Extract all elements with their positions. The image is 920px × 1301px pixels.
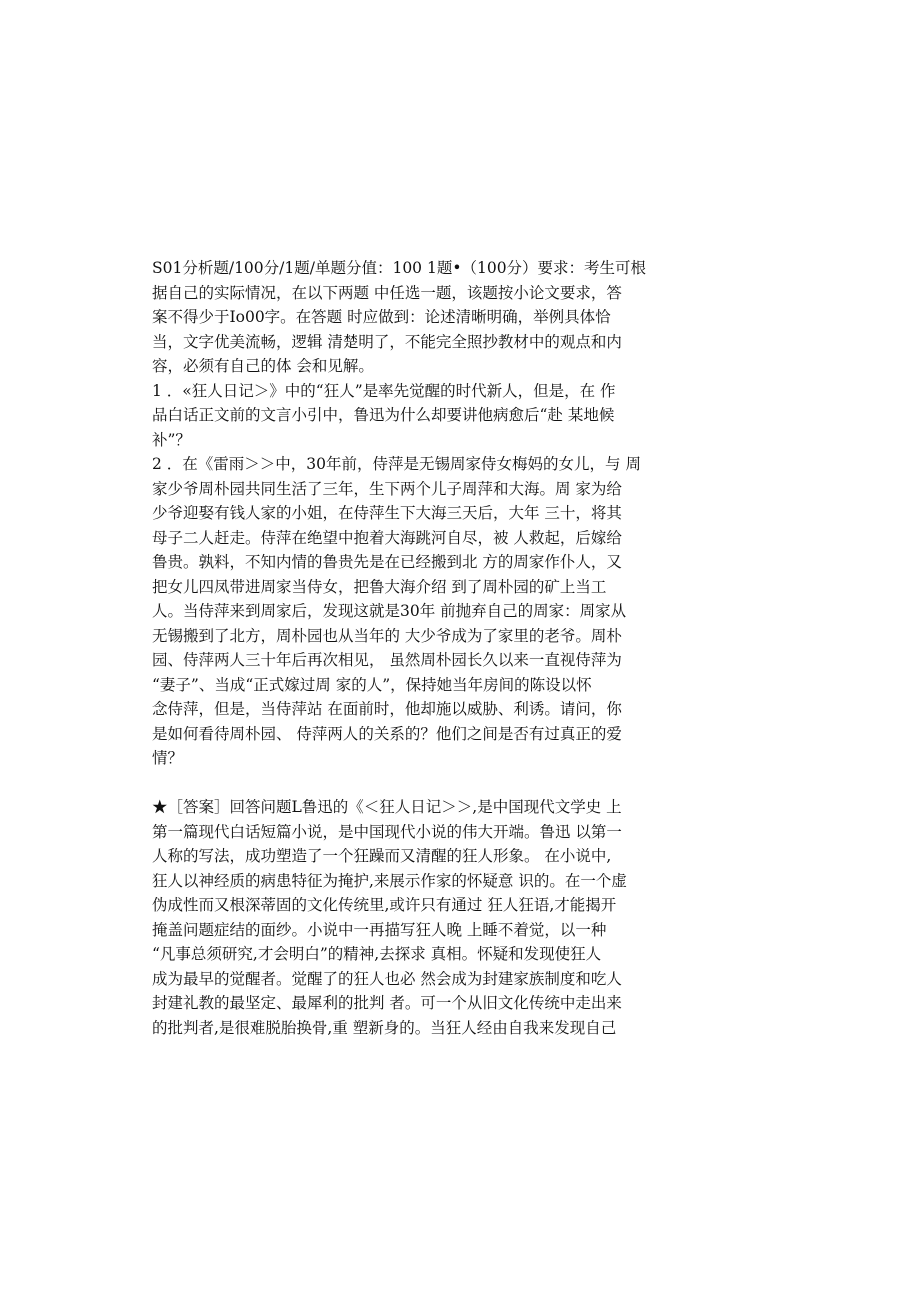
- text-line: S01分析题/100分/1题/单题分值：100 1题•（100分）要求：考生可根: [152, 259, 647, 277]
- text-line: 伪成性而又根深蒂固的文化传统里,或许只有通过 狂人狂语,才能揭开: [152, 896, 617, 914]
- paragraph-spacer: [152, 771, 682, 796]
- text-line: “凡事总须研究,才会明白”的精神,去探求 真相。怀疑和发现使狂人: [152, 945, 602, 963]
- text-line: 封建礼教的最坚定、最犀利的批判 者。可一个从旧文化传统中走出来: [152, 994, 622, 1012]
- text-line: 人。当侍萍来到周家后，发现这就是30年 前抛弃自己的周家：周家从: [152, 602, 627, 620]
- text-line: 案不得少于Io00字。在答题 时应做到：论述清晰明确，举例具体恰: [152, 308, 611, 326]
- text-line: 第一篇现代白话短篇小说，是中国现代小说的伟大开端。鲁迅 以第一: [152, 822, 622, 841]
- text-line: 念侍萍，但是，当侍萍站 在面前时，他却施以威胁、利诱。请问，你: [152, 700, 622, 718]
- question-2: [152, 452, 682, 771]
- text-line: 情？: [152, 749, 184, 767]
- text-line: 据自己的实际情况，在以下两题 中任选一题，该题按小论文要求，答: [152, 283, 622, 302]
- text-line: 人称的写法，成功塑造了一个狂躁而又清醒的狂人形象。 在小说中,: [152, 847, 612, 865]
- text-line: 无锡搬到了北方，周朴园也从当年的 大少爷成为了家里的老爷。周朴: [152, 626, 622, 645]
- exam-instructions: [152, 256, 682, 379]
- text-line: 少爷迎娶有钱人家的小姐，在侍萍生下大海三天后，大年 三十，将其: [152, 504, 622, 522]
- text-line: “妻子”、当成“正式嫁过周 家的人”，保持她当年房间的陈设以怀: [152, 675, 592, 694]
- answer-section: [152, 795, 682, 1040]
- text-line: 家少爷周朴园共同生活了三年，生下两个儿子周萍和大海。周 家为给: [152, 479, 622, 498]
- text-line: 狂人以神经质的病患特征为掩护,来展示作家的怀疑意 识的。在一个虚: [152, 871, 627, 890]
- text-line: 成为最早的觉醒者。觉醒了的狂人也必 然会成为封建家族制度和吃人: [152, 969, 622, 988]
- text-line: 是如何看待周朴园、 侍萍两人的关系的？他们之间是否有过真正的爱: [152, 724, 622, 743]
- text-line: 容，必须有自己的体 会和见解。: [152, 357, 374, 375]
- text-line: 鲁贵。孰料，不知内情的鲁贵先是在已经搬到北 方的周家作仆人，又: [152, 553, 622, 571]
- text-line: 掩盖问题症结的面纱。小说中一再描写狂人晚 上睡不着觉，以一种: [152, 920, 607, 939]
- document-body: [152, 256, 682, 1040]
- text-line: 2 ．在《雷雨＞＞中，30年前，侍萍是无锡周家侍女梅妈的女儿，与 周: [152, 455, 641, 473]
- text-line: ★［答案］回答问题L鲁迅的《＜狂人日记＞＞,是中国现代文学史 上: [152, 798, 622, 816]
- text-line: 园、侍萍两人三十年后再次相见， 虽然周朴园长久以来一直视侍萍为: [152, 651, 622, 669]
- text-line: 把女儿四凤带进周家当侍女，把鲁大海介绍 到了周朴园的矿上当工: [152, 577, 607, 596]
- text-line: 1 ．«狂人日记＞》中的“狂人”是率先觉醒的时代新人，但是，在 作: [152, 381, 616, 400]
- question-1: [152, 379, 682, 453]
- text-line: 母子二人赶走。侍萍在绝望中抱着大海跳河自尽，被 人救起，后嫁给: [152, 528, 622, 547]
- text-line: 品白话正文前的文言小引中，鲁迅为什么却要讲他病愈后“赴 某地候: [152, 406, 615, 424]
- text-line: 的批判者,是很难脱胎换骨,重 塑新身的。当狂人经由自我来发现自己: [152, 1018, 617, 1037]
- text-line: 当，文字优美流畅，逻辑 清楚明了，不能完全照抄教材中的观点和内: [152, 332, 622, 351]
- text-line: 补”？: [152, 430, 191, 449]
